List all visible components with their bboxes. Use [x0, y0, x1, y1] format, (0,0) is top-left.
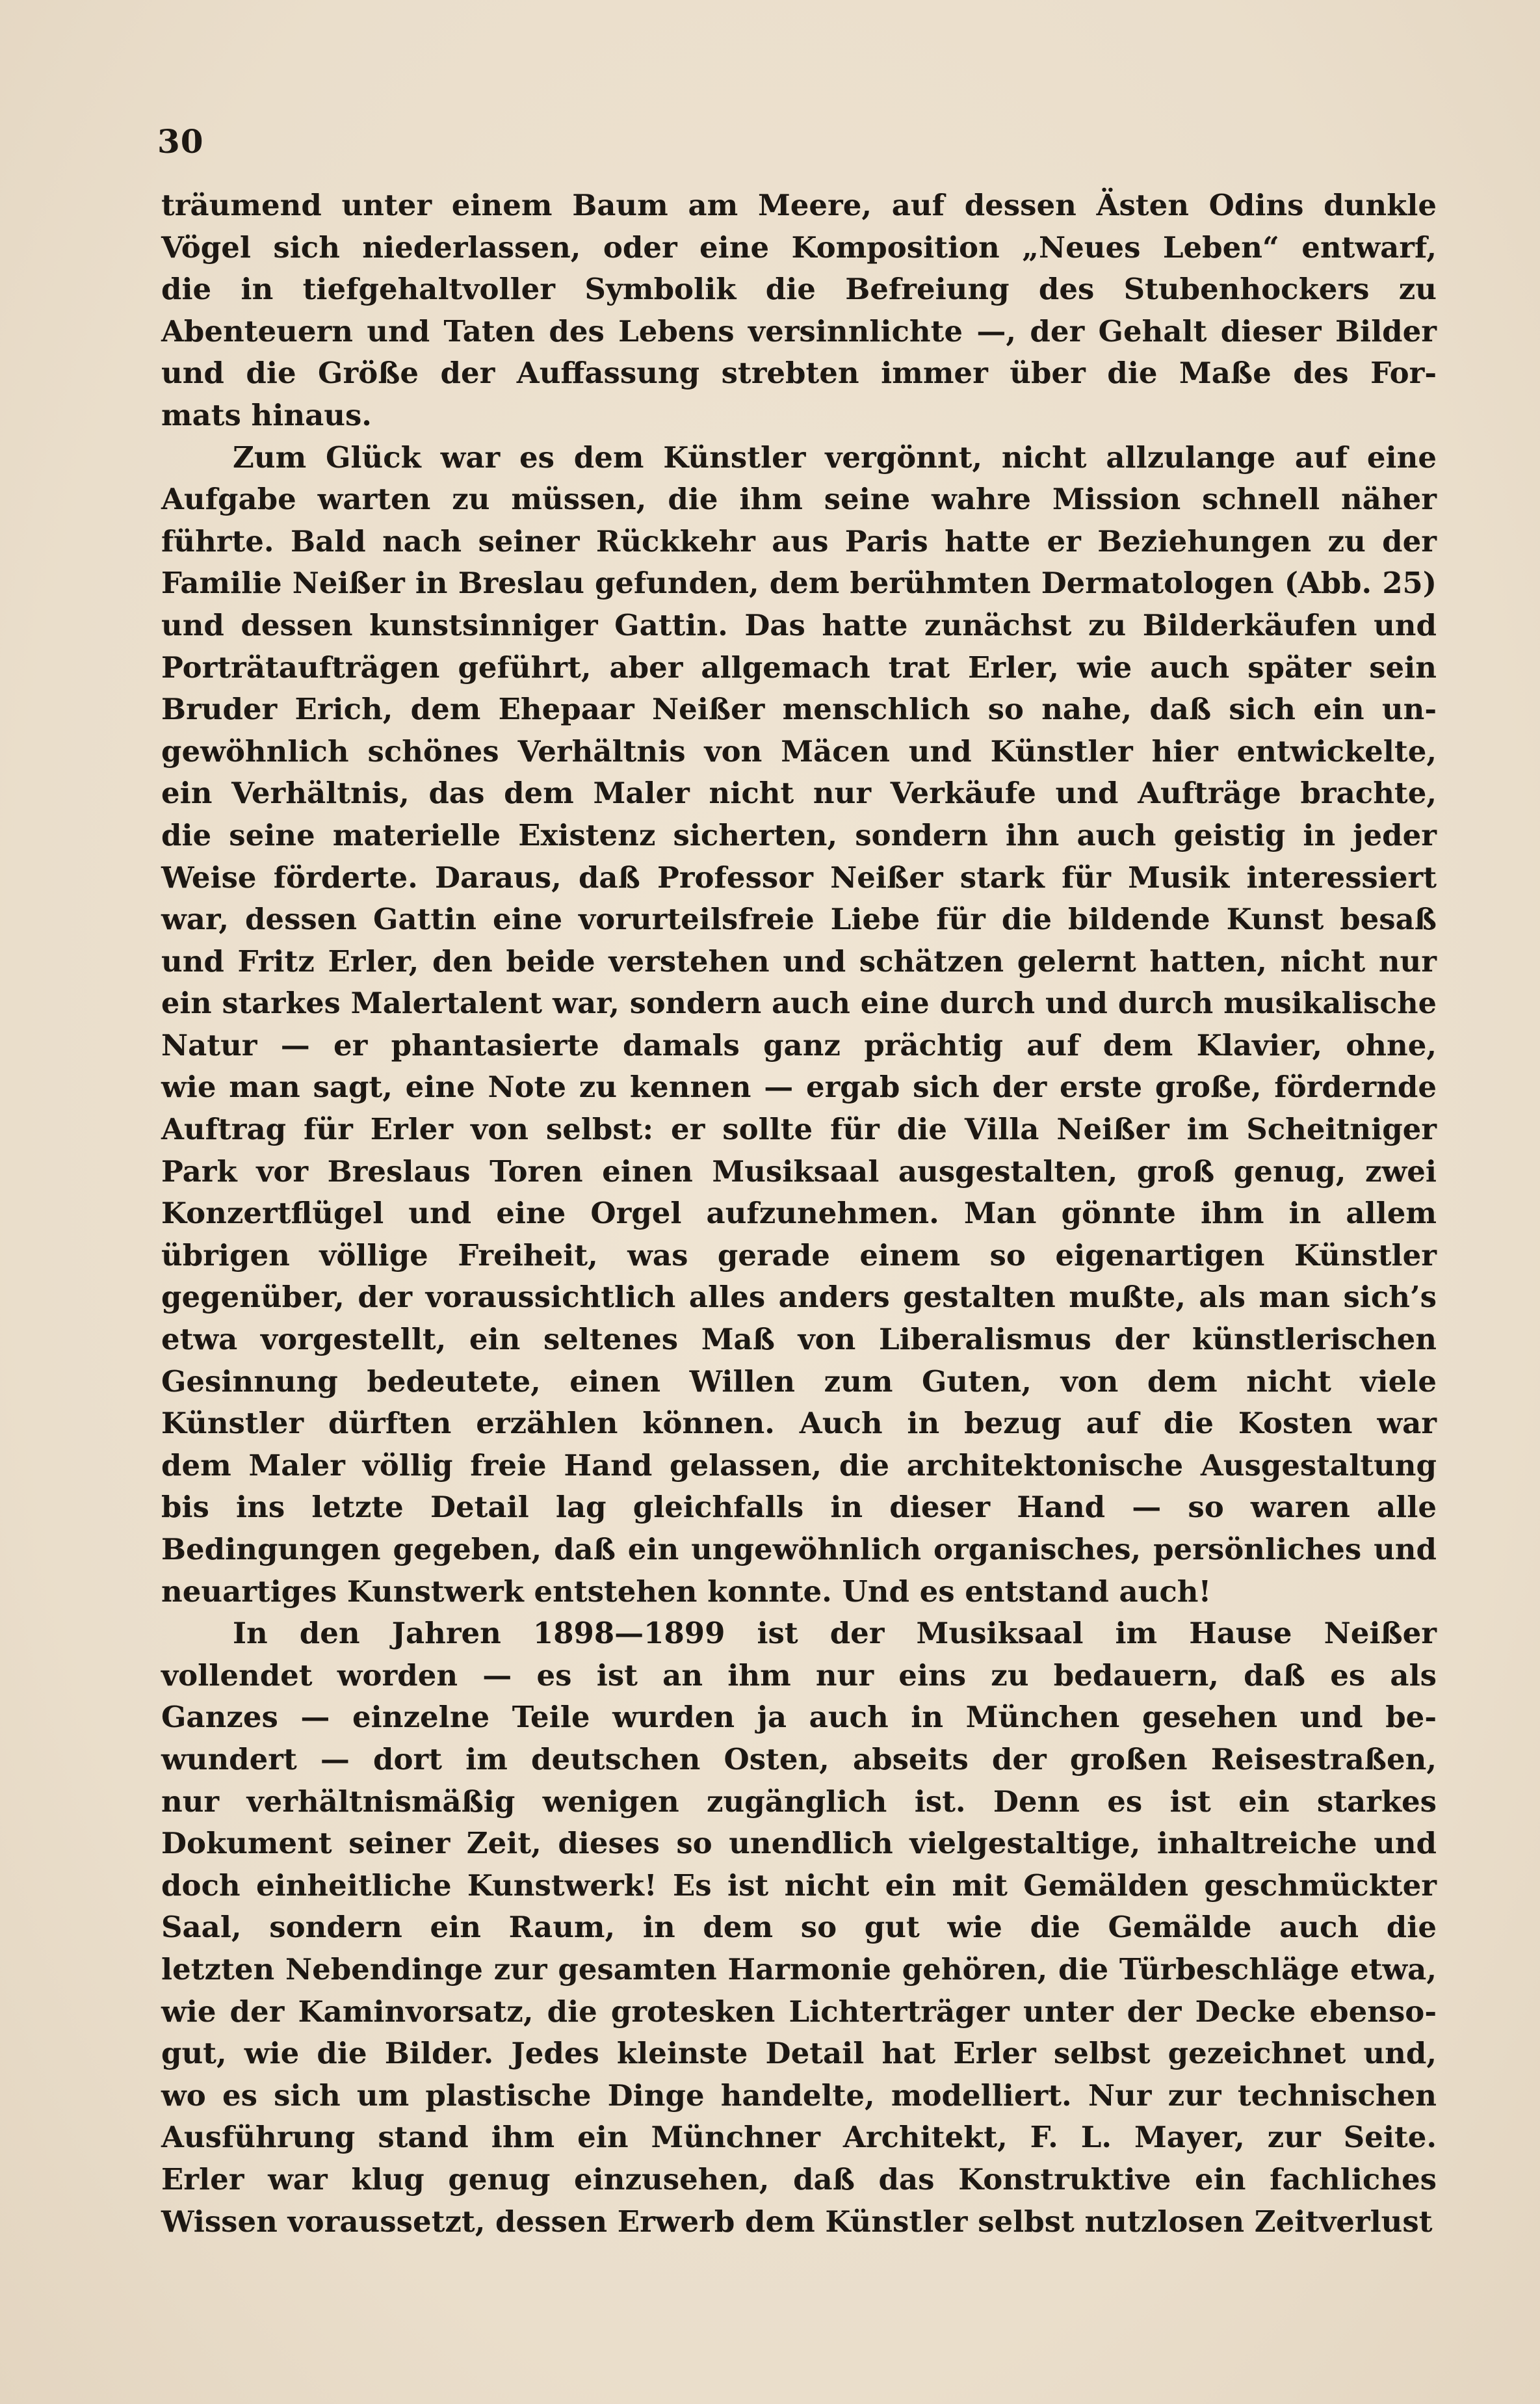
paragraph: [161, 437, 1437, 1613]
text-line: gut, wie die Bilder. Jedes kleinste Detail hat Erler selbst gezeichnet und,: [161, 2036, 1437, 2071]
text-line: Ganzes — einzelne Teile wurden ja auch in München gesehen und be-: [161, 1700, 1437, 1735]
text-line: ein starkes Malertalent war, sondern auch eine durch und durch musikalische: [161, 986, 1437, 1021]
text-line: ein Verhältnis, das dem Maler nicht nur Verkäufe und Aufträge brachte,: [161, 776, 1437, 811]
text-line: Vögel sich niederlassen, oder eine Komposition „Neues Leben“ entwarf,: [161, 230, 1437, 265]
text-line: Abenteuern und Taten des Lebens versinnlichte —, der Gehalt dieser Bilder: [161, 313, 1437, 349]
text-line: doch einheitliche Kunstwerk! Es ist nicht ein mit Gemälden geschmückter: [161, 1868, 1437, 1903]
text-line: die in tiefgehaltvoller Symbolik die Befreiung des Stubenhockers zu: [161, 272, 1437, 307]
text-line: Saal, sondern ein Raum, in dem so gut wie die Gemälde auch die: [161, 1910, 1437, 1945]
paragraph: [161, 185, 1437, 437]
text-line: letzten Nebendinge zur gesamten Harmonie gehören, die Türbeschläge etwa,: [161, 1951, 1437, 1987]
text-line: wie man sagt, eine Note zu kennen — ergab sich der erste große, fördernde: [161, 1070, 1437, 1105]
body-text: [161, 185, 1437, 2243]
text-line: nur verhältnismäßig wenigen zugänglich ist. Denn es ist ein starkes: [161, 1784, 1437, 1819]
text-line: wo es sich um plastische Dinge handelte, modelliert. Nur zur technischen: [161, 2078, 1437, 2113]
text-line: mats hinaus.: [161, 397, 372, 432]
text-line: wie der Kaminvorsatz, die grotesken Lichterträger unter der Decke ebenso-: [161, 1994, 1437, 2029]
text-line: die seine materielle Existenz sicherten, sondern ihn auch geistig in jeder: [161, 817, 1437, 852]
text-line: träumend unter einem Baum am Meere, auf dessen Ästen Odins dunkle: [161, 188, 1437, 222]
text-line: Park vor Breslaus Toren einen Musiksaal ausgestalten, groß genug, zwei: [161, 1154, 1437, 1189]
text-line: Erler war klug genug einzusehen, daß das Konstruktive ein fachliches: [161, 2161, 1437, 2197]
text-line: Aufgabe warten zu müssen, die ihm seine wahre Mission schnell näher: [161, 482, 1437, 517]
text-line: Weise förderte. Daraus, daß Professor Neißer stark für Musik interessiert: [161, 860, 1437, 895]
text-line: und die Größe der Auffassung strebten immer über die Maße des For-: [161, 356, 1437, 391]
text-line: übrigen völlige Freiheit, was gerade einem so eigenartigen Künstler: [161, 1237, 1437, 1273]
text-line: Konzertflügel und eine Orgel aufzunehmen. Man gönnte ihm in allem: [161, 1196, 1437, 1231]
text-line: bis ins letzte Detail lag gleichfalls in dieser Hand — so waren alle: [161, 1490, 1437, 1525]
text-line: war, dessen Gattin eine vorurteilsfreie Liebe für die bildende Kunst besaß: [161, 902, 1437, 937]
text-line: Dokument seiner Zeit, dieses so unendlich vielgestaltige, inhaltreiche und: [161, 1826, 1437, 1861]
text-line: etwa vorgestellt, ein seltenes Maß von Liberalismus der künstlerischen: [161, 1322, 1437, 1357]
page-number: 30: [157, 122, 204, 161]
text-line: und dessen kunstsinniger Gattin. Das hatte zunächst zu Bilderkäufen und: [161, 607, 1437, 642]
text-line: vollendet worden — es ist an ihm nur eins zu bedauern, daß es als: [161, 1658, 1437, 1693]
text-line: Zum Glück war es dem Künstler vergönnt, nicht allzulange auf eine: [233, 440, 1437, 475]
text-line: und Fritz Erler, den beide verstehen und schätzen gelernt hatten, nicht nur: [161, 944, 1437, 979]
text-line: Bruder Erich, dem Ehepaar Neißer menschlich so nahe, daß sich ein un-: [161, 692, 1437, 727]
text-line: Gesinnung bedeutete, einen Willen zum Guten, von dem nicht viele: [161, 1364, 1437, 1399]
text-line: neuartiges Kunstwerk entstehen konnte. Und es entstand auch!: [161, 1574, 1212, 1609]
text-line: Natur — er phantasierte damals ganz prächtig auf dem Klavier, ohne,: [161, 1027, 1437, 1063]
text-line: dem Maler völlig freie Hand gelassen, die architektonische Ausgestaltung: [161, 1447, 1437, 1483]
text-line: gegenüber, der voraussichtlich alles anders gestalten mußte, als man sich’s: [161, 1280, 1437, 1315]
text-line: Bedingungen gegeben, daß ein ungewöhnlich organisches, persönliches und: [161, 1532, 1437, 1566]
text-line: Künstler dürften erzählen können. Auch in bezug auf die Kosten war: [161, 1406, 1437, 1441]
text-line: Ausführung stand ihm ein Münchner Architekt, F. L. Mayer, zur Seite.: [161, 2120, 1437, 2155]
text-line: In den Jahren 1898—1899 ist der Musiksaal im Hause Neißer: [233, 1616, 1437, 1651]
text-line: Wissen voraussetzt, dessen Erwerb dem Künstler selbst nutzlosen Zeitverlust: [161, 2204, 1433, 2239]
text-line: gewöhnlich schönes Verhältnis von Mäcen und Künstler hier entwickelte,: [161, 733, 1437, 769]
paragraph: [161, 1613, 1437, 2243]
text-line: Auftrag für Erler von selbst: er sollte für die Villa Neißer im Scheitniger: [161, 1112, 1437, 1147]
text-line: Familie Neißer in Breslau gefunden, dem berühmten Dermatologen (Abb. 25): [161, 566, 1437, 601]
text-line: führte. Bald nach seiner Rückkehr aus Paris hatte er Beziehungen zu der: [161, 523, 1437, 559]
text-line: Porträtaufträgen geführt, aber allgemach trat Erler, wie auch später sein: [161, 650, 1437, 685]
text-line: wundert — dort im deutschen Osten, abseits der großen Reisestraßen,: [161, 1741, 1437, 1777]
